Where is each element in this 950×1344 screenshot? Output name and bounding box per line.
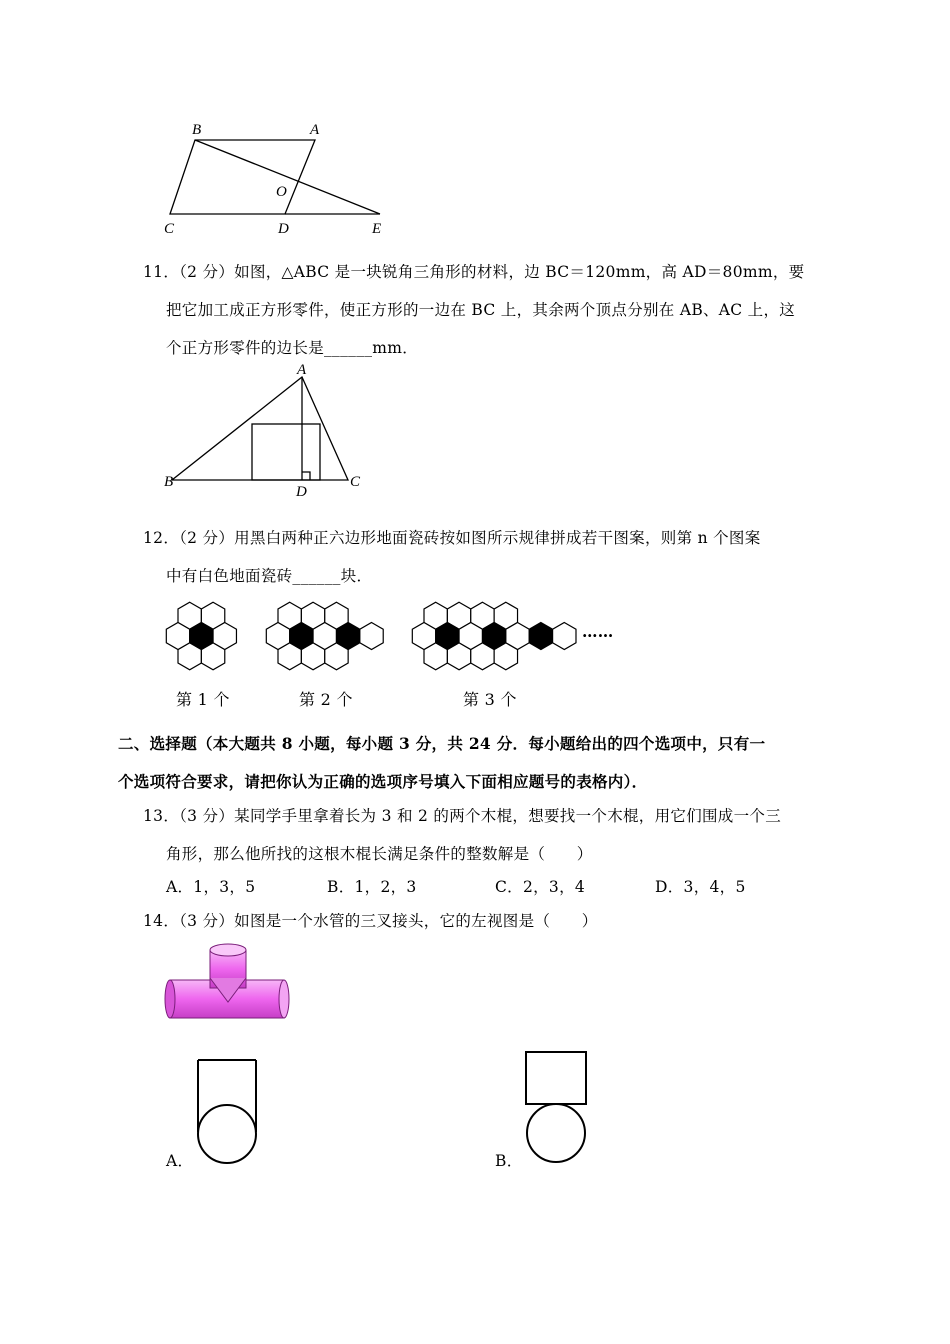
label-c: C [164,221,175,237]
section2-line2: 个选项符合要求，请把你认为正确的选项序号填入下面相应题号的表格内）． [118,772,648,791]
q13-option-b: B．1，2，3 [327,878,417,896]
black-hex-tile [290,623,313,650]
q12-line2: 中有白色地面瓷砖______块． [166,567,373,585]
caption-2: 第 2 个 [299,690,353,709]
black-hex-tile [529,623,552,650]
label-a: A [310,122,320,138]
hexagon-tiles-figure [150,590,630,680]
white-hex-tile [213,623,236,650]
q13-line1: 13．（3 分）某同学手里拿着长为 3 和 2 的两个木棍，想要找一个木棍，用它们围成一个三 [143,807,781,825]
q13-option-c: C．2，3，4 [495,878,586,896]
label-e: E [372,221,382,237]
caption-3: 第 3 个 [463,690,517,709]
parallelogram-figure [160,118,400,243]
label-d: D [296,484,307,500]
white-hex-tile [360,623,383,650]
q13-option-d: D．3，4，5 [655,878,746,896]
section2-line1: 二、选择题（本大题共 8 小题，每小题 3 分，共 24 分．每小题给出的四个选项中，只有一 [118,734,766,753]
q13-option-a: A．1，3，5 [166,878,256,896]
option-b-figure [518,1046,598,1171]
black-hex-tile [336,623,359,650]
q14-line1: 14．（3 分）如图是一个水管的三叉接头，它的左视图是（ ） [143,912,598,930]
label-c: C [350,474,361,490]
white-hex-tile [266,623,289,650]
label-o: O [276,184,287,200]
white-hex-tile [506,623,529,650]
label-d: D [278,221,289,237]
black-hex-tile [436,623,459,650]
triangle-square-figure [160,362,370,500]
white-hex-tile [553,623,576,650]
ellipsis: …… [582,622,614,641]
caption-1: 第 1 个 [176,690,230,709]
label-b: B [192,122,202,138]
q14-option-a: A． [166,1152,194,1170]
black-hex-tile [482,623,505,650]
q12-line1: 12．（2 分）用黑白两种正六边形地面瓷砖按如图所示规律拼成若干图案，则第 n 个图案 [143,529,761,547]
white-hex-tile [412,623,435,650]
q11-line1: 11．（2 分）如图，△ABC 是一块锐角三角形的材料，边 BC＝120mm，高 AD＝80mm，要 [143,263,805,281]
black-hex-tile [190,623,213,650]
q13-line2: 角形，那么他所找的这根木棍长满足条件的整数解是（ ） [166,845,593,863]
option-a-figure [190,1052,270,1167]
white-hex-tile [313,623,336,650]
white-hex-tile [166,623,189,650]
white-hex-tile [459,623,482,650]
q11-line3: 个正方形零件的边长是______mm． [166,339,419,357]
label-b: B [164,474,174,490]
q14-option-b: B． [495,1152,523,1170]
pipe-tee-image [162,940,292,1022]
q11-line2: 把它加工成正方形零件，使正方形的一边在 BC 上，其余两个顶点分别在 AB、AC 上，这 [166,301,796,319]
label-a: A [297,362,307,378]
